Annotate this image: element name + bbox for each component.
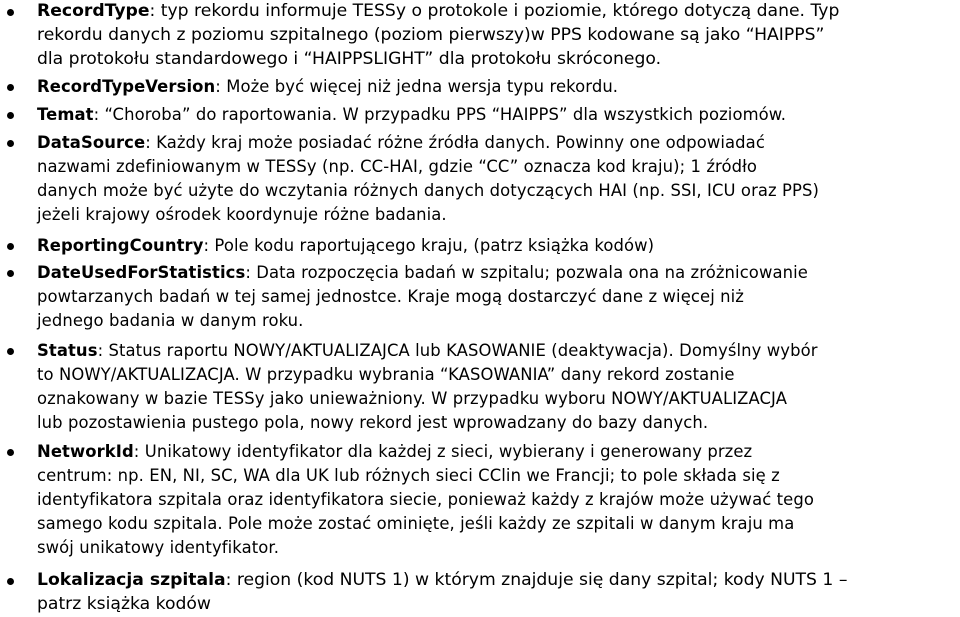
list-item-datasource xyxy=(37,131,955,227)
bullet-icon xyxy=(7,84,14,91)
list-item-line xyxy=(37,261,955,285)
list-item-line xyxy=(37,569,955,593)
list-item-line: lub pozostawienia pustego pola, nowy rekord jest wprowadzany do bazy danych. xyxy=(37,412,709,432)
definition-text: : typ rekordu informuje TESSy o protokole i poziomie, którego dotyczą dane. Typ xyxy=(149,1,840,21)
term-label: DateUsedForStatistics xyxy=(37,263,246,282)
list-item-line: danych może być użyte do wczytania różnych danych dotyczących HAI (np. SSI, ICU oraz PPS) xyxy=(37,180,820,200)
definition-text: : Unikatowy identyfikator dla każdej z sieci, wybierany i generowany przez xyxy=(133,442,753,461)
list-item-line: jednego badania w danym roku. xyxy=(37,310,304,330)
term-label: RecordType xyxy=(37,1,150,21)
list-item-line xyxy=(37,440,955,464)
term-label: DataSource xyxy=(37,133,146,152)
list-item-recordtype xyxy=(37,0,955,72)
list-item-line: powtarzanych badań w tej samej jednostce. Kraje mogą dostarczyć dane z więcej niż xyxy=(37,286,744,306)
list-item-line xyxy=(37,0,955,24)
list-item-line xyxy=(37,103,955,127)
list-item-line: rekordu danych z poziomu szpitalnego (poziom pierwszy)w PPS kodowane są jako “HAIPPS” xyxy=(37,24,825,45)
list-item-networkid xyxy=(37,440,955,560)
definition-text: : “Choroba” do raportowania. W przypadku PPS “HAIPPS” dla wszystkich poziomów. xyxy=(93,105,787,124)
list-item-line: to NOWY/AKTUALIZACJA. W przypadku wybrania “KASOWANIA” dany rekord zostanie xyxy=(37,364,735,384)
definition-text: : region (kod NUTS 1) w którym znajduje się dany szpital; kody NUTS 1 – xyxy=(225,570,848,590)
term-label: Temat xyxy=(37,105,94,124)
list-item-line: identyfikatora szpitala oraz identyfikatora siecie, ponieważ każdy z krajów może używać tego xyxy=(37,489,814,509)
term-label: RecordTypeVersion xyxy=(37,77,216,96)
definition-text: : Status raportu NOWY/AKTUALIZAJCA lub KASOWANIE (deaktywacja). Domyślny wybór xyxy=(97,341,818,360)
definition-text: : Pole kodu raportującego kraju, (patrz książka kodów) xyxy=(203,236,655,255)
bullet-icon xyxy=(7,449,14,456)
list-item-lokalizacja-szpitala xyxy=(37,569,955,617)
bullet-icon xyxy=(7,9,14,16)
term-label: Lokalizacja szpitala xyxy=(37,570,226,590)
list-item-reportingcountry xyxy=(37,234,955,258)
bullet-icon xyxy=(7,578,14,585)
list-item-line: oznakowany w bazie TESSy jako unieważniony. W przypadku wyboru NOWY/AKTUALIZACJA xyxy=(37,388,788,408)
list-item-status xyxy=(37,339,955,435)
term-label: Status xyxy=(37,341,98,360)
bullet-icon xyxy=(7,140,14,147)
list-item-line xyxy=(37,131,955,155)
list-item-line xyxy=(37,75,955,99)
term-label: ReportingCountry xyxy=(37,236,204,255)
list-item-line: samego kodu szpitala. Pole może zostać ominięte, jeśli każdy ze szpitali w danym kraju ma xyxy=(37,513,795,533)
list-item-temat xyxy=(37,103,955,127)
list-item-dateusedforstatistics xyxy=(37,261,955,333)
list-item-recordtypeversion xyxy=(37,75,955,99)
definition-text: : Każdy kraj może posiadać różne źródła danych. Powinny one odpowiadać xyxy=(145,133,765,152)
list-item-line: jeżeli krajowy ośrodek koordynuje różne badania. xyxy=(37,204,447,224)
bullet-icon xyxy=(7,270,14,277)
list-item-line: patrz książka kodów xyxy=(37,593,211,614)
definition-text: : Data rozpoczęcia badań w szpitalu; pozwala ona na zróżnicowanie xyxy=(245,263,808,282)
term-label: NetworkId xyxy=(37,442,134,461)
definition-text: : Może być więcej niż jedna wersja typu rekordu. xyxy=(215,77,619,96)
list-item-line: nazwami zdefiniowanym w TESSy (np. CC-HAI, gdzie “CC” oznacza kod kraju); 1 źródło xyxy=(37,156,758,176)
list-item-line: dla protokołu standardowego i “HAIPPSLIGHT” dla protokołu skróconego. xyxy=(37,48,662,69)
list-item-line: centrum: np. EN, NI, SC, WA dla UK lub różnych sieci CClin we Francji; to pole składa się z xyxy=(37,465,780,485)
bullet-icon xyxy=(7,348,14,355)
bullet-icon xyxy=(7,112,14,119)
list-item-line xyxy=(37,339,955,363)
list-item-line xyxy=(37,234,955,258)
list-item-line: swój unikatowy identyfikator. xyxy=(37,537,280,557)
bullet-icon xyxy=(7,243,14,250)
